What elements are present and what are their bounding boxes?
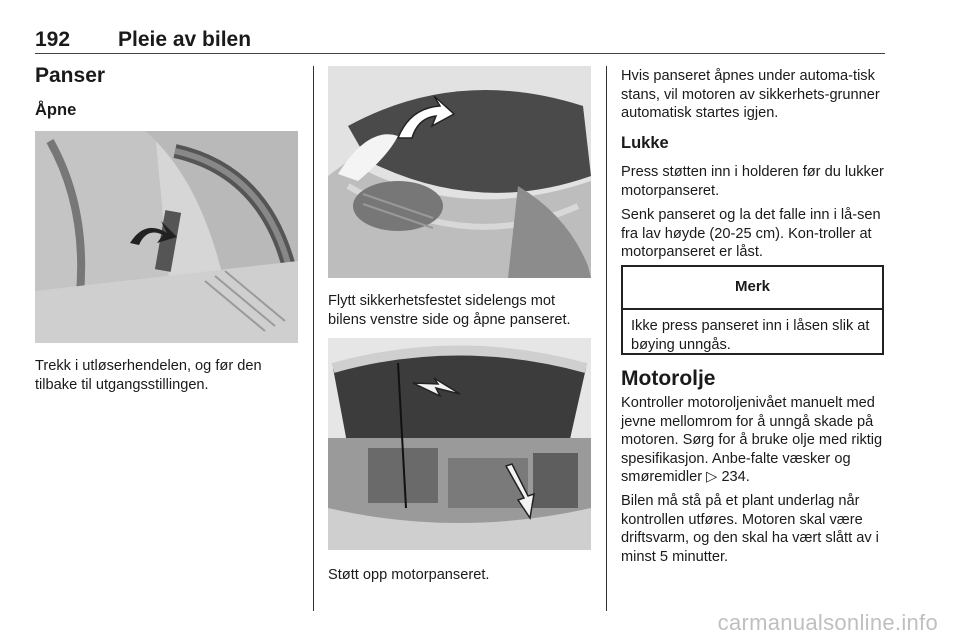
caption-hood-release: Trekk i utløserhendelen, og før den tilbake til utgangsstillingen. [35,358,262,393]
note-box [621,265,884,355]
caption-support-rod: Støtt opp motorpanseret. [328,567,490,583]
note-text: Ikke press panseret inn i låsen slik at bøying unngås. [631,318,870,353]
hood-support-rod-photo [328,338,591,550]
close-paragraph-1: Press støtten inn i holderen før du lukker motorpanseret. [621,164,884,199]
section-title-panser: Panser [35,64,106,87]
page-number: 192 [35,28,71,51]
header-rule [35,53,885,54]
watermark: carmanualsonline.info [717,610,938,635]
caption-safety-catch: Flytt sikkerhetsfestet sidelengs mot bilens venstre side og åpne panseret. [328,293,571,328]
section-title-motorolje: Motorolje [621,367,716,390]
note-title: Merk [623,267,882,310]
oil-reference-page[interactable]: 234. [721,469,750,485]
subheading-lukke: Lukke [621,134,669,152]
column-divider-1 [313,66,314,611]
intro-paragraph: Hvis panseret åpnes under automa-tisk stans, vil motoren av sikkerhets-grunner automatisk startes igjen. [621,68,880,121]
close-paragraph-2: Senk panseret og la det falle inn i lå-sen fra lav høyde (20-25 cm). Kon-troller at motorpanseret er låst. [621,207,881,260]
chapter-title: Pleie av bilen [118,28,252,51]
hood-safety-catch-photo [328,66,591,278]
hood-release-lever-photo [35,131,298,343]
oil-paragraph-1 [621,394,889,487]
column-divider-2 [606,66,607,611]
oil-paragraph-2: Bilen må stå på et plant underlag når kontrollen utføres. Motoren skal være driftsvarm, og den skal ha vært slått av i minst 5 minutter. [621,493,879,565]
oil-paragraph-1-text: Kontroller motoroljenivået manuelt med jevne mellomrom for å unngå skade på motoren. Sørg for å bruke olje med riktig spesifikasjon. Anbe-falte væsker og smøremidler [621,395,883,485]
subheading-apne: Åpne [35,101,77,119]
cross-reference-arrow-icon: ▷ [706,469,718,485]
